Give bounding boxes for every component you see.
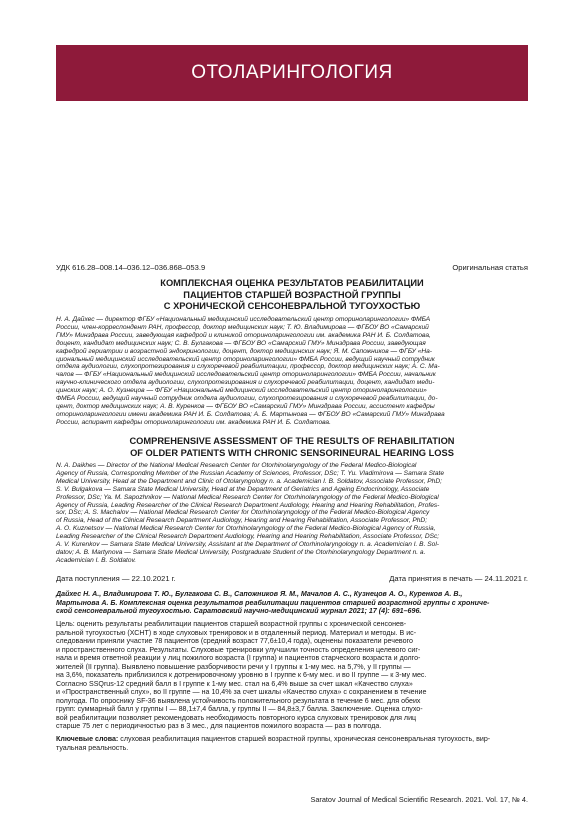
abstract-line: на 3,6%, показатель приблизился к дотренировочному уровню в I группе к 6-му мес. и во II группе — к 3-му мес. — [56, 671, 427, 679]
ru-author-line: Н. А. Дайхес — директор ФГБУ «Национальный медицинский исследовательский центр оториноларингологии» ФМБА — [56, 316, 431, 323]
ru-author-line: отдела аудиологии, слухопротезирования и слухоречевой реабилитации, профессор, доктор медицинских наук; А. С. Ма- — [56, 363, 440, 371]
en-author-line: Academician I. B. Soldatov. — [56, 556, 137, 564]
en-author-line: N. A. Daikhes — Director of the National Medical Research Center for Otorhinolaryngology of the Federal Medico-Biological — [56, 462, 417, 469]
en-author-line: datov; A. B. Martynova — Samara State Medical University, Postgraduate Student of the Otorhinolaryngology Department n. a. — [56, 548, 426, 556]
abstract-line: и «Пространственный слух», во II группе — на 10,4% за счет шкалы «Качество слуха» с сохранением в течение — [56, 688, 427, 696]
en-author-line: Agency of Russia, Corresponding Member of the Russian Academy of Sciences, Professor, DSc; T. Yu. Vladimirova — Samara State — [56, 469, 444, 477]
ru-title-line: КОМПЛЕКСНАЯ ОЦЕНКА РЕЗУЛЬТАТОВ РЕАБИЛИТАЦИИ — [160, 278, 424, 288]
en-author-line: A. O. Kuznetsov — National Medical Research Center for Otorhinolaryngology of the Federal Medico-Biological Agency of Russia, — [56, 525, 436, 533]
en-title-line: COMPREHENSIVE ASSESSMENT OF THE RESULTS OF REHABILITATION — [129, 436, 455, 446]
en-author-line: Leading Researcher of the Clinical Research Department Audiology, Hearing and Hearing Rehabilitation, Associate Professor, DSc; — [56, 533, 440, 541]
accepted-date: Дата принятия в печать — 24.11.2021 г. — [389, 574, 528, 583]
article-type: Оригинальная статья — [452, 263, 528, 272]
section-title: ОТОЛАРИНГОЛОГИЯ — [191, 62, 393, 83]
citation-line: Мартынова А. Б. Комплексная оценка результатов реабилитации пациентов старшей возрастной группы с хрониче- — [56, 598, 490, 607]
en-authors — [56, 462, 528, 565]
en-author-line: Medical University, Head at the Department and Clinic of Otolaryngology n. a. Academician I. B. Soldatov, Associate Professor, PhD; — [56, 477, 442, 485]
ru-author-line: цент, доктор медицинских наук; А. В. Куренков — ФГБОУ ВО «Самарский ГМУ» Минздрава России, ассистент кафедры — [56, 402, 435, 410]
abstract — [56, 620, 528, 731]
meta-row — [56, 263, 528, 273]
keywords-text: слуховая реабилитация пациентов старшей возрастной группы, хроническая сенсоневральная тугоухость, вир- — [118, 735, 491, 743]
ru-author-line: циональный медицинский исследовательский центр оториноларингологии» ФМБА России, ведущий научный сотрудник — [56, 355, 435, 363]
abstract-line: полугода. По опроснику SF-36 выявлена устойчивость положительного результата в течение 6 мес. для обеих — [56, 696, 421, 705]
abstract-line: групп: суммарный балл у группы I — 88,1±7,4 балла, у группы II — 84,8±3,7 балла. Заключение. Оценка слухо- — [56, 705, 423, 713]
en-author-line: Agency of Russia, Leading Researcher of the Clinical Research Department Audiology, Hearing and Hearing Rehabilitation, Profes- — [56, 501, 440, 509]
ru-author-line: доцент, кандидат медицинских наук; С. В. Булгакова — ФГБОУ ВО «Самарский ГМУ» Минздрава России, заведующая — [56, 339, 426, 347]
citation-line: ской сенсоневральной тугоухостью. Саратовский научно-медицинский журнал 2021; 17 (4): 691–696. — [56, 607, 422, 615]
abstract-line: и пространственного слуха. Результаты. Слуховые тренировки улучшили точность определения целевого сиг- — [56, 645, 421, 654]
en-author-line: A. V. Kurenkov — Samara State Medical University, Assistant at the Department of Otorhinolaryngology n. a. Academician I. B. Sol- — [56, 541, 439, 549]
journal-footer: Saratov Journal of Medical Scientific Research. 2021. Vol. 17, № 4. — [310, 795, 528, 804]
ru-author-line: кафедрой гериатрии и возрастной эндокринологии, доцент, доктор медицинских наук; Я. М. Сапожников — ФГБУ «На- — [56, 347, 433, 355]
ru-author-line: России, аспирант кафедры оториноларингологии им. академика РАН И. Б. Солдатова. — [56, 418, 331, 426]
ru-author-line: ФМБА России, ведущий научный сотрудник отдела аудиологии, слухопротезирования и слухоречевой реабилитации, до- — [56, 395, 438, 403]
received-date: Дата поступления — 22.10.2021 г. — [56, 574, 176, 583]
ru-author-line: цинских наук; А. О. Кузнецов — ФГБУ «Национальный медицинский исследовательский центр оториноларингологии» — [56, 387, 427, 395]
en-author-line: S. V. Bulgakova — Samara State Medical University, Head at the Department of Geriatrics and Ageing Endocrinology, Associate — [56, 485, 430, 493]
ru-title — [56, 278, 528, 313]
abstract-line: следовании приняли участие 78 пациентов (средний возраст 77,6±10,4 года), оценены показатели речевого — [56, 637, 413, 645]
abstract-line: вой реабилитации позволяет рекомендовать необходимость повторного курса слуховых тренировок для лиц — [56, 713, 417, 722]
ru-author-line: научно-клинического отдела аудиологии, слухопротезирования и слухоречевой реабилитации, доцент, кандидат меди- — [56, 379, 435, 387]
ru-author-line: чалов — ФГБУ «Национальный медицинский исследовательский центр оториноларингологии» ФМБА России, начальник — [56, 371, 436, 379]
ru-title-line: С ХРОНИЧЕСКОЙ СЕНСОНЕВРАЛЬНОЙ ТУГОУХОСТЬЮ — [163, 301, 421, 311]
ru-author-line: ГМУ» Минздрава России, заведующая кафедрой и клиникой оториноларингологии им. академика РАН И. Б. Солдатова, — [56, 331, 431, 339]
abstract-line: нала и время ответной реакции у лиц пожилого возраста (I группа) и пациентов старческого возраста и долго- — [56, 654, 421, 662]
citation-line: Дайхес Н. А., Владимирова Т. Ю., Булгакова С. В., Сапожников Я. М., Мачалов А. С., Кузнецов А. О., Куренков А. В., — [56, 590, 463, 598]
ru-title-line: ПАЦИЕНТОВ СТАРШЕЙ ВОЗРАСТНОЙ ГРУППЫ — [183, 289, 401, 300]
abstract-line: старше 75 лет с периодичностью раз в 3 мес., для пациентов пожилого возраста — раз в полгода. — [56, 722, 382, 730]
ru-author-line: оториноларингологии имени академика РАН И. Б. Солдатова; А. Б. Мартынова — ФГБОУ ВО «Самарский ГМУ» Минздрава — [56, 410, 445, 418]
ru-authors — [56, 316, 528, 427]
keywords — [56, 735, 528, 752]
section-banner — [56, 45, 528, 101]
abstract-line: Согласно SSQrus-12 средний балл в I группе к 1-му мес. стал на 6,4% выше за счет шкал «Качество слуха» — [56, 679, 413, 688]
ru-author-line: России, член-корреспондент РАН, профессор, доктор медицинских наук; Т. Ю. Владимирова — ФГБОУ ВО «Самарский — [56, 323, 429, 331]
abstract-line: жителей (II группа). Выявлено повышение разборчивости речи у I группы к 1-му мес. на 5,7%, у II группы — — [56, 662, 411, 671]
abstract-line: Цель: оценить результаты реабилитации пациентов старшей возрастной группы с хронической сенсонев- — [56, 620, 407, 628]
en-title — [56, 436, 528, 459]
keywords-label: Ключевые слова: — [56, 735, 119, 743]
citation — [56, 590, 528, 616]
en-author-line: Professor, DSc; Ya. M. Sapozhnikov — National Medical Research Center for Otorhinolaryngology of the Federal Medico-Biological — [56, 493, 439, 501]
en-title-line: OF OLDER PATIENTS WITH CHRONIC SENSORINEURAL HEARING LOSS — [130, 447, 454, 458]
abstract-line: ральной тугоухостью (ХСНТ) в ходе слуховых тренировок и в отдаленный период. Материал и методы. В ис- — [56, 628, 417, 637]
udk-code: УДК 616.28–008.14–036.12–036.868–053.9 — [56, 263, 206, 272]
dates-row — [56, 574, 528, 584]
keywords-text: туальная реальность. — [56, 743, 129, 752]
en-author-line: of Russia, Head of the Clinical Research Department Audiology, Hearing and Hearing Rehabilitation, Associate Professor, PhD; — [56, 517, 428, 525]
en-author-line: sor, DSc; A. S. Machalov — National Medical Research Center for Otorhinolaryngology of the Federal Medico-Biological Agency — [56, 509, 430, 517]
